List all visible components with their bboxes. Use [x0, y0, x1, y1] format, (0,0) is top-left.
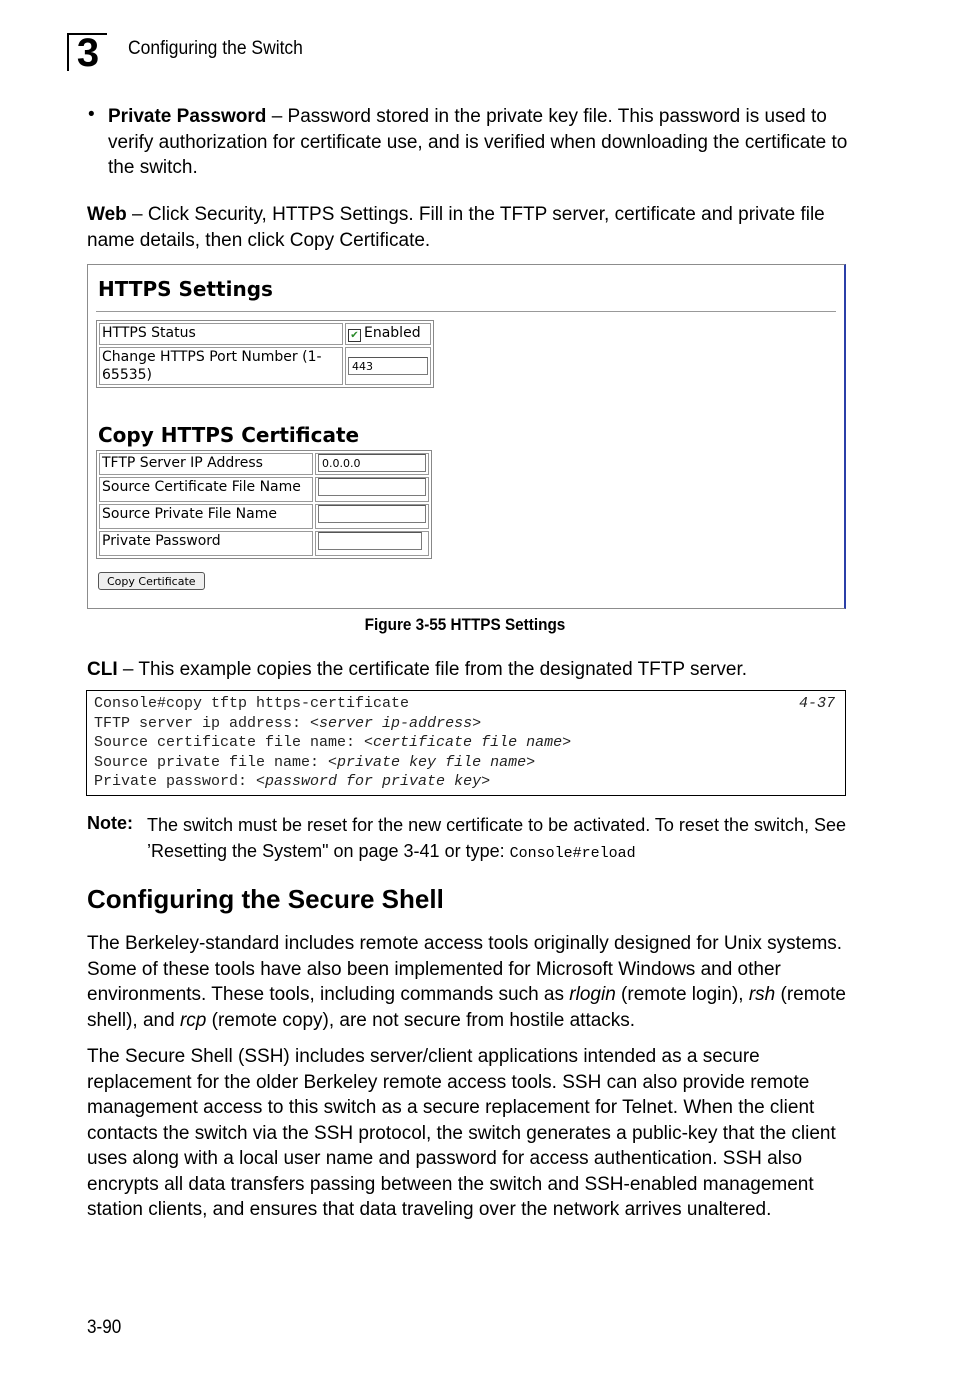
code-line: Console#copy tftp https-certificate: [94, 695, 410, 712]
source-private-file-input[interactable]: [318, 505, 426, 523]
source-certificate-input[interactable]: [318, 478, 426, 496]
note-label: Note:: [87, 813, 133, 833]
tftp-server-cell: [315, 453, 429, 475]
https-status-label: HTTPS Status: [99, 323, 343, 345]
bullet-text: – Password stored in the private key file. This password is used to verify authorization for certificate use, and is verified when downloading the certificate to the switch.: [108, 106, 848, 178]
bullet-icon: •: [88, 104, 95, 125]
https-port-input[interactable]: 443: [348, 357, 428, 375]
tftp-server-input[interactable]: 0.0.0.0: [318, 454, 426, 472]
section-heading: Configuring the Secure Shell: [87, 884, 444, 914]
https-status-table: [96, 320, 434, 388]
private-password-label: Private Password: [99, 531, 313, 556]
private-password-input[interactable]: [318, 532, 422, 550]
screenshot-title: HTTPS Settings: [98, 277, 273, 301]
page-number: 3-90: [87, 1317, 122, 1338]
chapter-number-badge: 3: [67, 33, 107, 71]
note-text: The switch must be reset for the new certificate to be activated. To reset the switch, See ’Resetting the System" on page 3-41 or type: Console#reload: [147, 815, 847, 862]
copy-certificate-table: [96, 450, 432, 559]
figure-caption: Figure 3-55 HTTPS Settings: [364, 615, 566, 634]
code-line: Source private file name: <private key file name>: [94, 753, 536, 771]
source-certificate-cell: [315, 477, 429, 502]
copy-certificate-title: Copy HTTPS Certificate: [98, 423, 360, 447]
cli-example-code: [86, 690, 846, 796]
code-line: Source certificate file name: <certificate file name>: [94, 734, 572, 751]
paragraph-berkeley: The Berkeley-standard includes remote access tools originally designed for Unix systems. Some of these tools have also been implemented for Microsoft Windows and other environments. These tools, including commands such as rlogin (remote login), rsh (remote shell), and rcp (remote copy), are not secure from hostile attacks.: [87, 933, 846, 1031]
web-instructions: [87, 202, 847, 253]
https-settings-screenshot: [87, 264, 846, 609]
source-certificate-label: Source Certificate File Name: [99, 477, 313, 502]
enabled-checkbox[interactable]: ✔: [348, 329, 361, 342]
code-line: Private password: <password for private key>: [94, 773, 491, 790]
https-port-label: Change HTTPS Port Number (1-65535): [99, 347, 343, 385]
private-password-bullet: [108, 104, 848, 181]
https-status-cell: [345, 323, 431, 345]
source-private-file-cell: [315, 504, 429, 529]
command-reference: 4-37: [798, 695, 835, 712]
web-text: – Click Security, HTTPS Settings. Fill in the TFTP server, certificate and private file name details, then click Copy Certificate.: [87, 204, 825, 251]
cli-text: – This example copies the certificate file from the designated TFTP server.: [117, 659, 748, 680]
enabled-label: Enabled: [364, 325, 421, 341]
paragraph-ssh: The Secure Shell (SSH) includes server/client applications intended as a secure replacement for the older Berkeley remote access tools. SSH can also provide remote management access to this switch as a secure replacement for Telnet. When the client contacts the switch via the SSH protocol, the switch generates a public-key that the client uses along with a local user name and password for access authentication. SSH also encrypts all data transfers passing between the switch and SSH-enabled management station clients, and ensures that data traveling over the network arrives unaltered.: [87, 1046, 836, 1220]
copy-certificate-button[interactable]: Copy Certificate: [98, 572, 205, 590]
code-line: TFTP server ip address: <server ip-address>: [94, 714, 482, 732]
running-header-title: Configuring the Switch: [128, 38, 303, 59]
reload-command: Console#reload: [509, 844, 636, 862]
bullet-term: Private Password: [108, 106, 267, 127]
cli-intro: [87, 657, 847, 683]
cli-label: CLI: [87, 659, 118, 680]
source-private-file-label: Source Private File Name: [99, 504, 313, 529]
private-password-cell: [315, 531, 429, 556]
https-port-cell: [345, 347, 431, 385]
tftp-server-label: TFTP Server IP Address: [99, 453, 313, 475]
web-label: Web: [87, 204, 127, 225]
title-divider: [96, 311, 836, 312]
